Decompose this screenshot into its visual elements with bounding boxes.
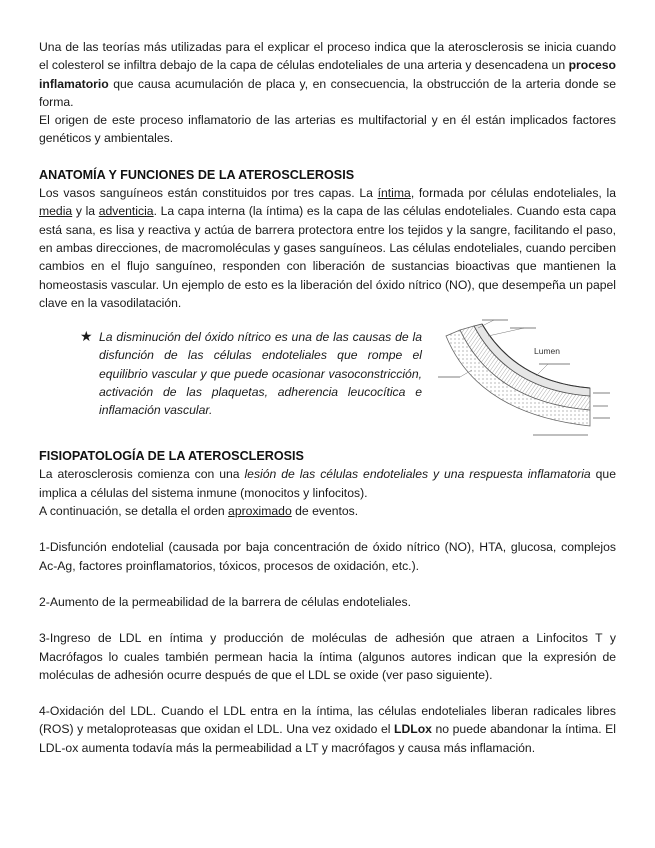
- note-figure-row: [39, 314, 616, 441]
- pathophysiology-section: [39, 447, 616, 520]
- event-4: [39, 702, 616, 757]
- term-media: media: [39, 204, 73, 219]
- intro-paragraph-2: El origen de este proceso inflamatorio de las arterias es multifactorial y en él están implicados factores genéticos y ambientales.: [39, 113, 616, 146]
- nitric-oxide-note: [80, 328, 422, 419]
- bold-ldlox: LDLox: [394, 722, 432, 737]
- pathophysiology-paragraph-1: La aterosclerosis comienza con una lesión de las células endoteliales y una respuesta inflamatoria que implica a células del sistema inmune (monocitos y linfocitos).: [39, 467, 616, 500]
- intro-section: [39, 38, 616, 148]
- intro-paragraph-1: Una de las teorías más utilizadas para el explicar el proceso indica que la aterosclerosis se inicia cuando el colesterol se infiltra debajo de la capa de células endoteliales de una arteria y desencadena un proceso inflamatorio que causa acumulación de placa y, en consecuencia, la obstrucción de la arteria donde se forma.: [39, 40, 616, 109]
- anatomy-heading: ANATOMÍA Y FUNCIONES DE LA ATEROSCLEROSIS: [39, 167, 355, 182]
- event-1: [39, 538, 616, 575]
- event-4-text: 4-Oxidación del LDL. Cuando el LDL entra en la íntima, las células endoteliales liberan radicales libres (ROS) y metaloproteasas que oxidan el LDL. Una vez oxidado el LDLox no puede abandonar la íntima. El LDL-ox aumenta todavía más la permeabilidad a LT y macrófagos y causa más inflamación.: [39, 704, 617, 755]
- bold-proceso-inflamatorio: proceso inflamatorio: [39, 58, 616, 91]
- italic-lesion-text: lesión de las células endoteliales y una respuesta inflamatoria: [244, 467, 591, 482]
- pathophysiology-heading: FISIOPATOLOGÍA DE LA ATEROSCLEROSIS: [39, 449, 304, 464]
- pathophysiology-paragraph-2: A continuación, se detalla el orden aproximado de eventos.: [39, 504, 359, 519]
- document-page: [39, 38, 616, 775]
- event-2: [39, 593, 616, 611]
- term-intima: íntima: [377, 186, 411, 201]
- event-3-text: 3-Ingreso de LDL en íntima y producción de moléculas de adhesión que atraen a Linfocitos T y Macrófagos lo cuales también permean hacia la íntima (algunos autores indican que la expresión de moléculas de adhesión ocurre después de que el LDL se oxide (ver paso siguiente).: [39, 631, 616, 682]
- star-bullet-icon: ★: [80, 328, 93, 345]
- note-text: La disminución del óxido nítrico es una de las causas de la disfunción de las células endoteliales que rompe el equilibrio vascular y que puede ocasionar vasoconstricción, activación de las plaquetas, adherencia leucocítica e inflamación vascular.: [99, 330, 422, 418]
- artery-wall-figure: [438, 314, 618, 441]
- term-adventicia: adventicia: [98, 204, 154, 219]
- lumen-label: Lumen: [534, 346, 560, 357]
- artery-wall-illustration: [438, 314, 618, 441]
- term-aproximado: aproximado: [228, 504, 292, 519]
- event-1-text: 1-Disfunción endotelial (causada por baja concentración de óxido nítrico (NO), HTA, glucosa, complejos Ac-Ag, factores proinflamatorios, tóxicos, procesos de oxidación, etc.).: [39, 540, 616, 573]
- anatomy-section: [39, 166, 616, 312]
- anatomy-paragraph: Los vasos sanguíneos están constituidos por tres capas. La íntima, formada por células endoteliales, la media y la adventicia. La capa interna (la íntima) es la capa de las células endoteliales. Cuando esta capa está sana, es lisa y reactiva y actúa de barrera protectora entre los tejidos y la sangre, facilitando el paso, en ambas direcciones, de macromoléculas y gases sanguíneos. Las células endoteliales, cuando perciben cambios en el flujo sanguíneo, responden con liberación de sustancias bioactivas que mantienen la homeostasis vascular. Un ejemplo de esto es la liberación del óxido nítrico (NO), que desempeña un papel clave en la vasodilatación.: [39, 186, 617, 310]
- event-3: [39, 629, 616, 684]
- event-2-text: 2-Aumento de la permeabilidad de la barrera de células endoteliales.: [39, 594, 411, 609]
